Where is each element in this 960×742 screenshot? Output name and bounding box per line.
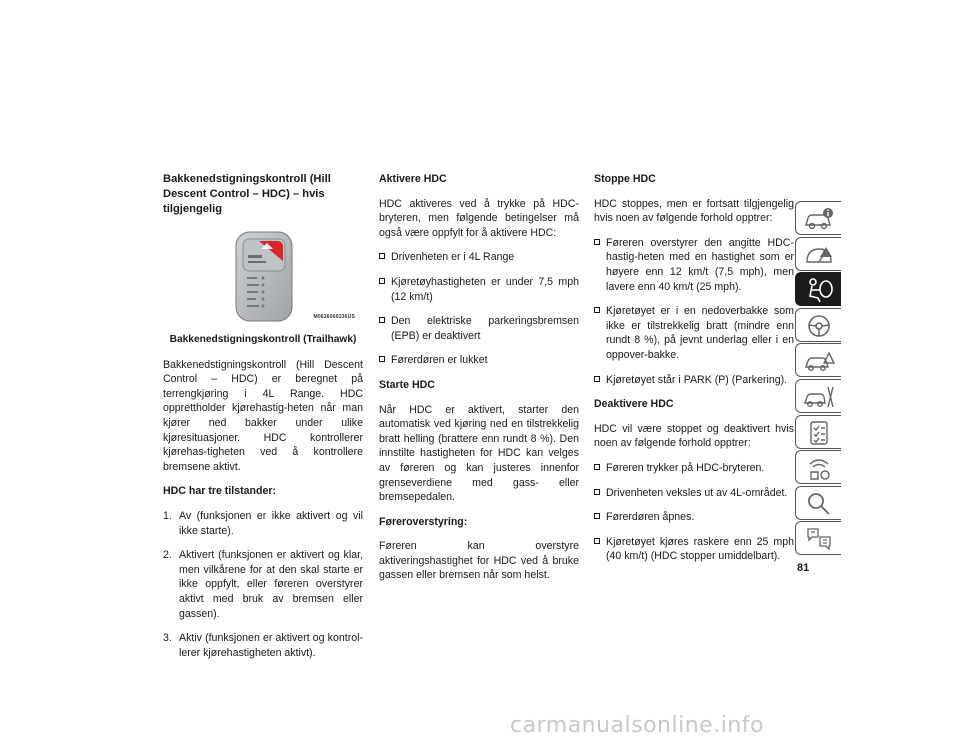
dashboard-warning-icon [802,241,836,269]
list-item: Kjøretøyhastigheten er under 7,5 mph (12 km/t) [379,275,579,304]
tab-getting-to-know[interactable] [795,201,841,235]
page-number: 81 [797,562,810,574]
list-item: Kjøretøyet er i en nedoverbakke som ikke er tilstrekkelig bratt (mindre enn rundt 8 %), på jevnt underlag eller i en oppover-bakke. [594,304,794,362]
list-item: Førerdøren er lukket [379,353,579,368]
states-heading: HDC har tre tilstander: [163,485,277,498]
steering-wheel-icon [802,312,836,340]
list-item: Føreren trykker på HDC-bryteren. [594,461,794,476]
chapter-tabs [795,201,841,557]
override-heading: Føreroverstyring: [379,515,468,528]
list-item: Kjøretøyet står i PARK (P) (Parkering). [594,373,794,388]
list-item: 1. Av (funksjonen er ikke aktivert og vil ikke starte). [163,509,363,537]
roadside-warning-icon [802,347,836,375]
tab-emergency[interactable] [795,343,841,377]
bullet-square-icon [594,464,600,470]
bullet-square-icon [594,513,600,519]
figure-code: M0636060236US [313,314,355,321]
tab-servicing[interactable] [795,379,841,413]
list-item: Drivenheten er i 4L Range [379,250,579,265]
hdc-switch-figure [163,227,363,327]
tab-specifications[interactable] [795,415,841,449]
start-text: Når HDC er aktivert, starter den automatisk ved kjøring ned en tilstrekkelig bratt helling (brattere enn rundt 8 %). Den innstilte hastigheten for HDC kan velges av føreren og kan justeres innenfor grenseverdiene med gass- eller bremsepedalen. [379,403,579,504]
override-text: Føreren kan overstyre aktiveringshastighet for HDC ved å bruke gassen eller bremsen når som helst. [379,540,579,582]
bullet-square-icon [379,253,385,259]
list-item: 3. Aktiv (funksjonen er aktivert og kontrol-lerer kjørehastigheten aktivt). [163,632,363,659]
bullet-square-icon [379,317,385,323]
activate-heading: Aktivere HDC [379,173,447,185]
stop-intro: HDC stoppes, men er fortsatt tilgjengelig hvis noen av følgende forhold opptrer: [594,197,794,225]
airbag-seat-icon [802,276,836,304]
list-item: Den elektriske parkeringsbremsen (EPB) er deaktivert [379,314,579,343]
bullet-square-icon [594,239,600,245]
deactivate-heading: Deaktivere HDC [594,398,674,411]
list-item: 2. Aktivert (funksjonen er aktivert og klar, men vilkårene for at den skal starte er ikke oppfylt, eller føreren overstyrer aktivt med bruk av bremsen eller gassen). [163,549,363,620]
column-left [163,172,363,670]
watermark: carmanualsonline.info [510,713,764,738]
tab-index[interactable] [795,521,841,555]
tab-customer-assistance[interactable] [795,486,841,520]
multimedia-icon [802,454,836,482]
hdc-intro: Bakkenedstigningskontroll (Hill Descent Control – HDC) er beregnet på terrengkjøring i 4L Range. HDC opprettholder kjørehastig-heten når man kjører ned bakker under ulike kjøresituasjoner. HDC kontrollerer kjørehas-tigheten ved å kontrollere bremsene aktivt. [163,358,363,473]
bullet-square-icon [379,278,385,284]
list-item: Førerdøren åpnes. [594,510,794,525]
tab-multimedia[interactable] [795,450,841,484]
bullet-square-icon [594,489,600,495]
list-item: Føreren overstyrer den angitte HDC-hastig-heten med en hastighet som er høyere enn 12 km/t (7,5 mph), men lavere enn 40 km/t (25 mph). [594,236,794,294]
bullet-square-icon [379,356,385,362]
tab-safety[interactable] [795,272,841,306]
deactivate-intro: HDC vil være stoppet og deaktivert hvis noen av følgende forhold opptrer: [594,422,794,450]
search-index-icon [802,490,836,518]
section-heading-hdc: Bakkenedstigningskontroll (Hill Descent Control – HDC) – hvis tilgjengelig [163,173,331,215]
list-item: Drivenheten veksles ut av 4L-området. [594,486,794,501]
bullet-square-icon [594,307,600,313]
stop-heading: Stoppe HDC [594,173,656,185]
checklist-icon [802,419,836,447]
column-right [594,172,794,574]
start-heading: Starte HDC [379,378,435,391]
car-service-tools-icon [802,383,836,411]
tab-starting-operating[interactable] [795,308,841,342]
bullet-square-icon [594,376,600,382]
list-item: Kjøretøyet kjøres raskere enn 25 mph (40 km/t) (HDC stopper umiddelbart). [594,535,794,564]
figure-caption: Bakkenedstigningskontroll (Trailhawk) [169,334,357,345]
column-middle [379,172,579,593]
tab-instrument-panel[interactable] [795,237,841,271]
bullet-square-icon [594,538,600,544]
language-icon [802,525,836,553]
activate-intro: HDC aktiveres ved å trykke på HDC-bryteren, men følgende betingelser må også være oppfylt for å aktivere HDC: [379,197,579,239]
car-info-icon [802,205,836,233]
